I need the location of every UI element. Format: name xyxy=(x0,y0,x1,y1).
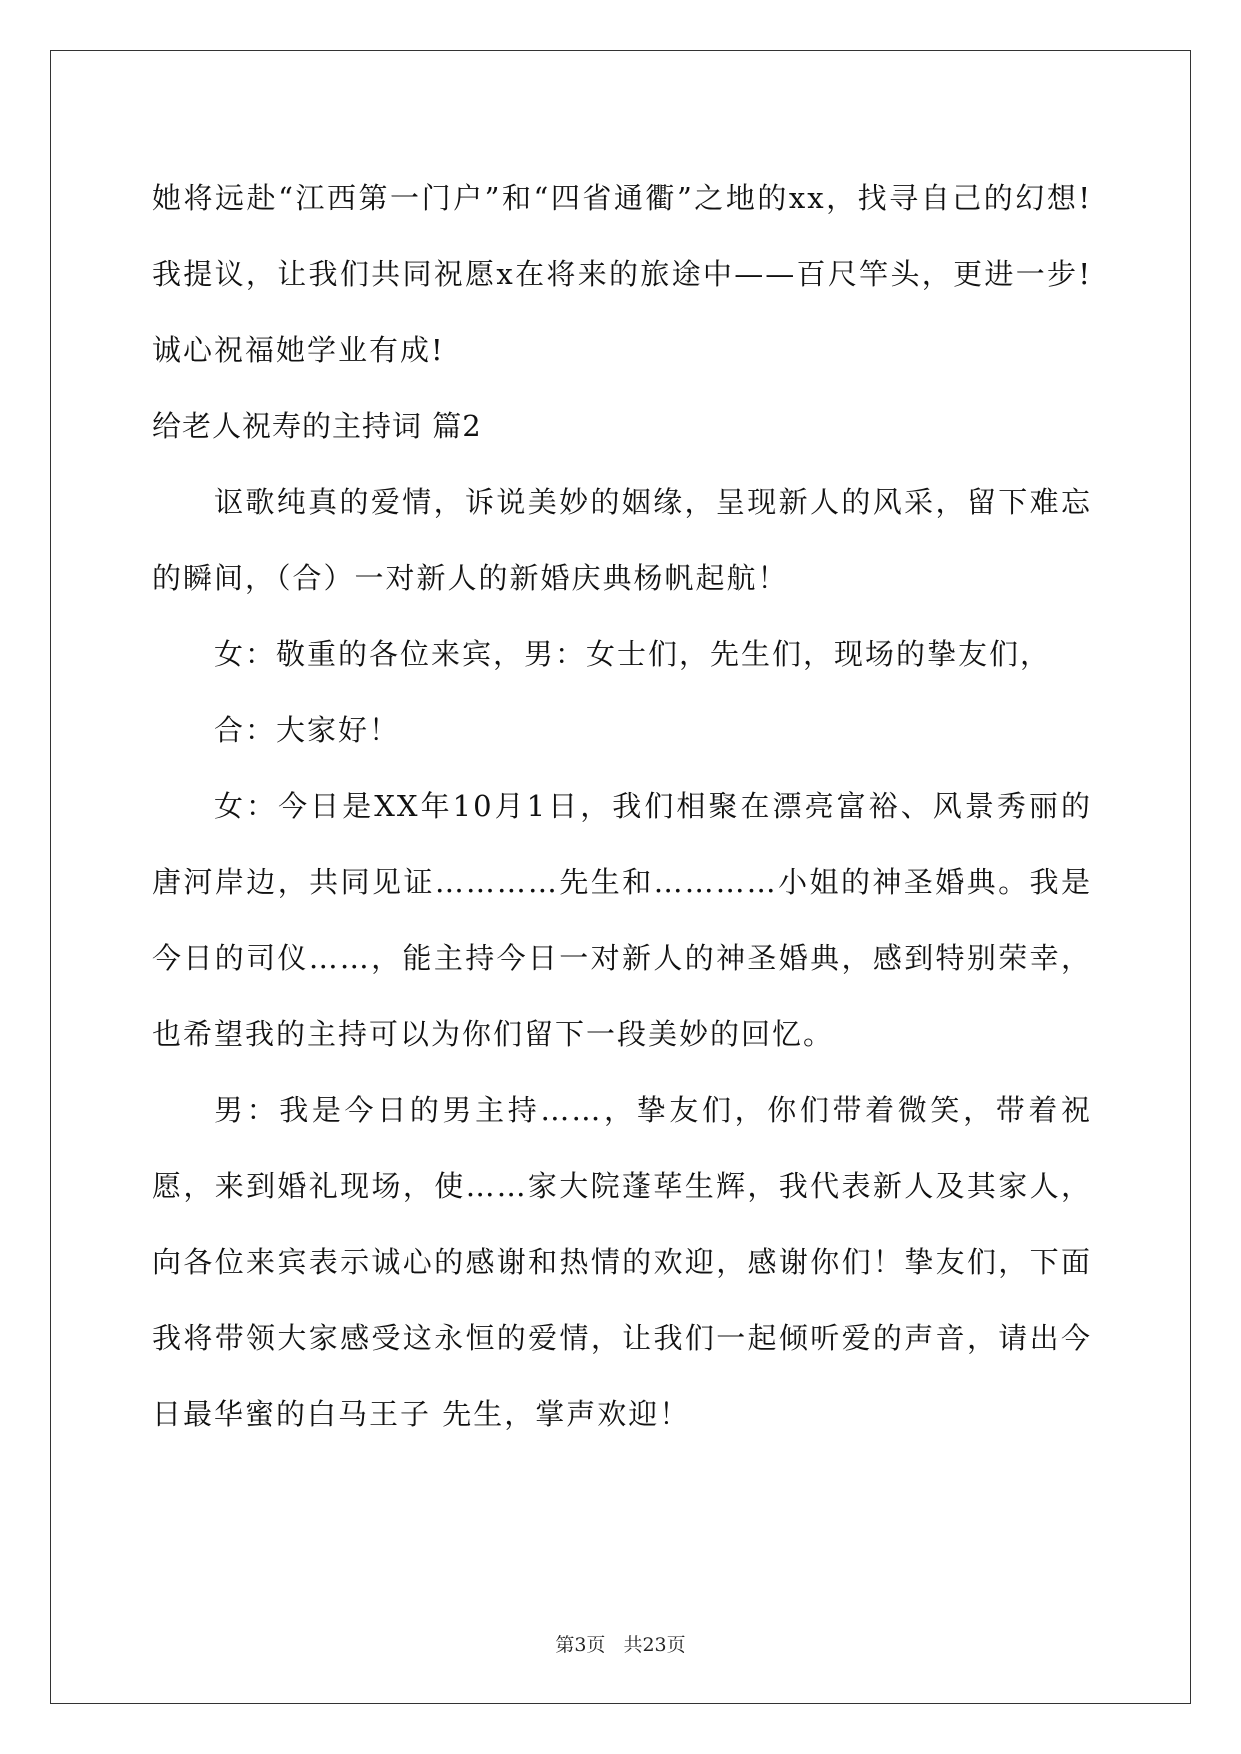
paragraph-4: 女：今日是XX年10月1日，我们相聚在漂亮富裕、风景秀丽的唐河岸边，共同见证…………先生和…………小姐的神圣婚典。我是今日的司仪……，能主持今日一对新人的神圣婚典，感到特别荣幸，也希望我的主持可以为你们留下一段美妙的回忆。 xyxy=(152,789,1092,1051)
paragraph-5: 男：我是今日的男主持……，挚友们，你们带着微笑，带着祝愿，来到婚礼现场，使……家大院蓬荜生辉，我代表新人及其家人，向各位来宾表示诚心的感谢和热情的欢迎，感谢你们！挚友们，下面我将带领大家感受这永恒的爱情，让我们一起倾听爱的声音，请出今日最华蜜的白马王子 先生，掌声欢迎！ xyxy=(152,1093,1092,1431)
document-body xyxy=(152,160,1092,1452)
paragraph-3: 合：大家好！ xyxy=(214,713,401,747)
section-heading: 给老人祝寿的主持词 篇2 xyxy=(152,409,482,443)
paragraph-1: 讴歌纯真的爱情，诉说美妙的姻缘，呈现新人的风采，留下难忘的瞬间，（合）一对新人的新婚庆典杨帆起航！ xyxy=(152,485,1092,595)
page-number: 第3页 xyxy=(555,1634,606,1656)
paragraph-continued: 她将远赴“江西第一门户”和“四省通衢”之地的xx，找寻自己的幻想!我提议，让我们共同祝愿x在将来的旅途中——百尺竿头，更进一步!诚心祝福她学业有成! xyxy=(152,181,1092,367)
page-footer xyxy=(0,1630,1241,1657)
page-total: 共23页 xyxy=(623,1634,686,1656)
paragraph-2: 女：敬重的各位来宾，男：女士们，先生们，现场的挚友们， xyxy=(214,637,1052,671)
